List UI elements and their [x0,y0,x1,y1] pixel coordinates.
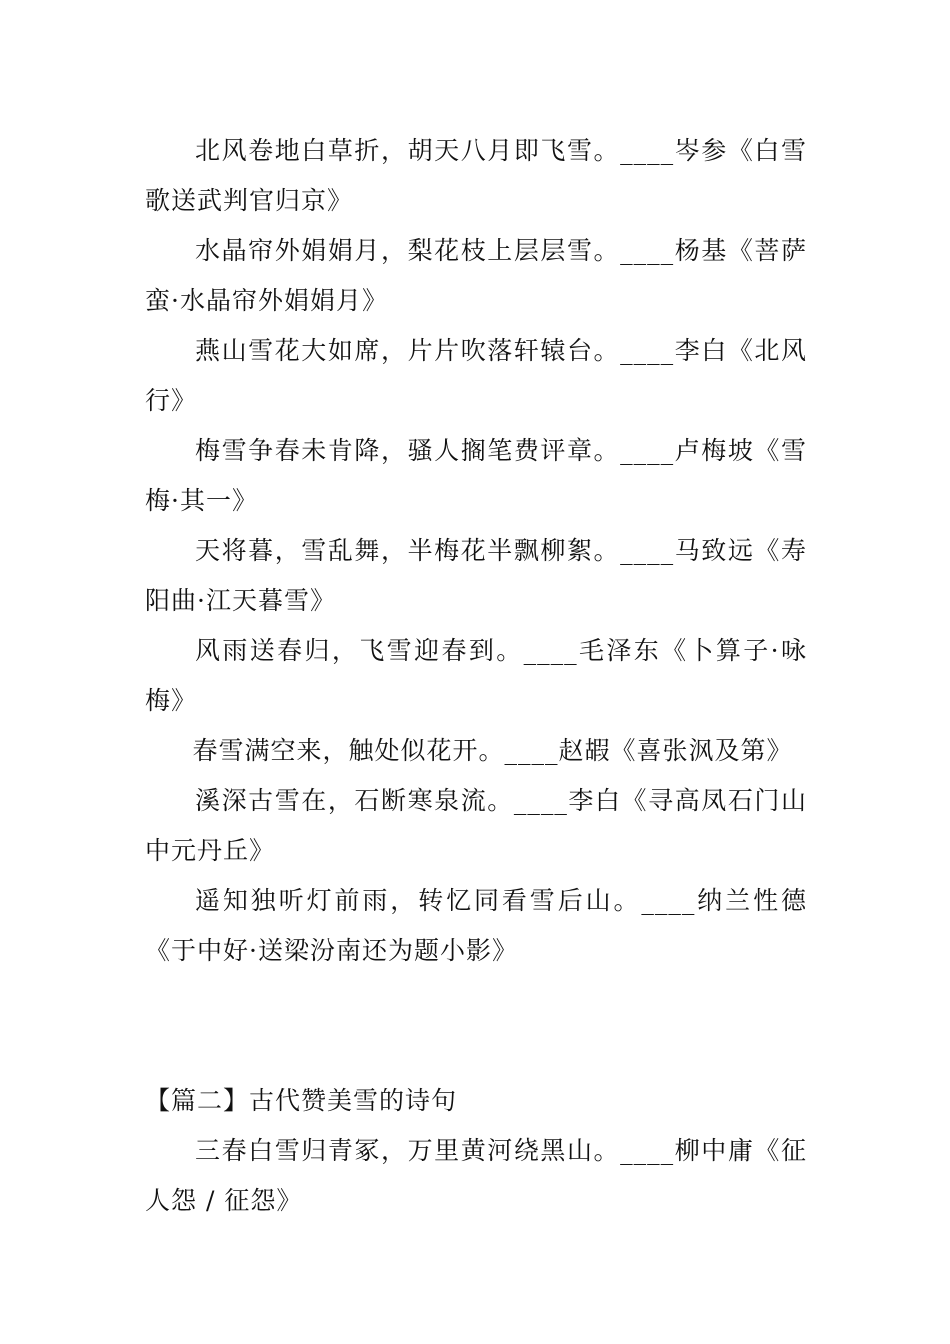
document-page [145,126,807,1226]
section-gap [145,976,807,1076]
poem-line-2: 水晶帘外娟娟月，梨花枝上层层雪。____杨基《菩萨蛮·水晶帘外娟娟月》 [145,236,807,315]
poem-line-4: 梅雪争春未肯降，骚人搁笔费评章。____卢梅坡《雪梅·其一》 [145,436,807,515]
section-heading: 【篇二】古代赞美雪的诗句 [145,1086,458,1115]
poem-line-1: 北风卷地白草折，胡天八月即飞雪。____岑参《白雪歌送武判官归京》 [145,136,807,215]
poem-line-6: 风雨送春归，飞雪迎春到。____毛泽东《卜算子·咏梅》 [145,636,807,715]
poem-line-9: 遥知独听灯前雨，转忆同看雪后山。____纳兰性德《于中好·送梁汾南还为题小影》 [145,886,807,965]
poem-line-7: 春雪满空来，触处似花开。____赵嘏《喜张沨及第》 [192,736,793,765]
poem-line-3: 燕山雪花大如席，片片吹落轩辕台。____李白《北风行》 [145,336,807,415]
poem-line-8: 溪深古雪在，石断寒泉流。____李白《寻高凤石门山中元丹丘》 [145,786,807,865]
poem-line-5: 天将暮，雪乱舞，半梅花半飘柳絮。____马致远《寿阳曲·江天暮雪》 [145,536,807,615]
poem-line-10: 三春白雪归青冢，万里黄河绕黑山。____柳中庸《征人怨 / 征怨》 [145,1136,807,1215]
